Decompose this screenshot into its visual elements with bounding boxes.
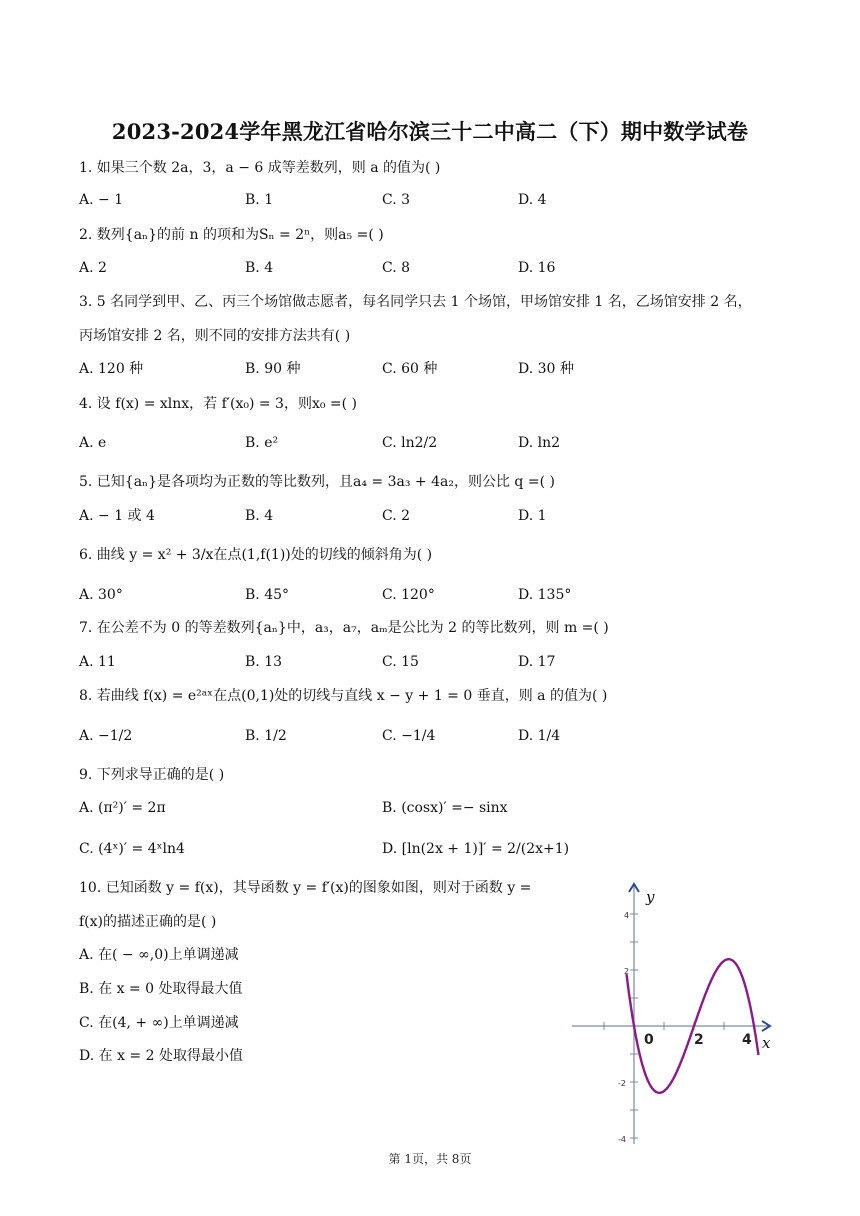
question-3-stem: 3. 5 名同学到甲、乙、丙三个场馆做志愿者，每名同学只去 1 个场馆，甲场馆安排 1 名，乙场馆安排 2 名， [79, 294, 752, 310]
y-axis-label: y [646, 888, 655, 906]
question-7-stem: 7. 在公差不为 0 的等差数列{aₙ}中，a₃，a₇，aₘ是公比为 2 的等比数列，则 m =( ) [79, 620, 609, 636]
question-3-options [79, 358, 799, 380]
option-a[interactable]: A. − 1 [79, 192, 124, 208]
x-tick-label: 2 [694, 1032, 704, 1048]
option-b[interactable]: B. 1/2 [245, 728, 287, 744]
question-1-stem: 1. 如果三个数 2a，3，a − 6 成等差数列，则 a 的值为( ) [79, 160, 441, 176]
option-d[interactable]: D. 16 [518, 260, 556, 276]
question-9-stem: 9. 下列求导正确的是( ) [79, 767, 225, 783]
question-9-options-row1 [79, 797, 799, 819]
option-b[interactable]: B. 4 [245, 260, 274, 276]
page-title: 2023-2024学年黑龙江省哈尔滨三十二中高二（下）期中数学试卷 [111, 119, 749, 144]
option-a[interactable]: A. 2 [79, 260, 107, 276]
option-b[interactable]: B. 1 [245, 192, 274, 208]
option-a[interactable]: A. e [79, 435, 107, 451]
question-4-stem: 4. 设 f(x) = xlnx，若 f′(x₀) = 3，则x₀ =( ) [79, 396, 358, 412]
page-footer: 第 1页，共 8页 [388, 1152, 472, 1166]
option-d[interactable]: D. [ln(2x + 1)]′ = 2/(2x+1) [382, 841, 570, 857]
question-2-stem: 2. 数列{aₙ}的前 n 的项和为Sₙ = 2ⁿ，则a₅ =( ) [79, 227, 384, 243]
option-d[interactable]: D. 1/4 [518, 728, 561, 744]
option-d[interactable]: D. 4 [518, 192, 547, 208]
option-b[interactable]: B. 4 [245, 508, 274, 524]
option-a[interactable]: A. (π²)′ = 2π [79, 800, 166, 816]
y-tick-label: 2 [624, 967, 630, 976]
option-d[interactable]: D. 17 [518, 654, 556, 670]
question-8-options [79, 725, 799, 747]
question-8-stem: 8. 若曲线 f(x) = e²ᵃˣ在点(0,1)处的切线与直线 x − y + 1 = 0 垂直，则 a 的值为( ) [79, 688, 608, 704]
y-tick-label: -4 [618, 1135, 626, 1144]
option-a[interactable]: A. 在( − ∞,0)上单调递减 [79, 947, 239, 963]
option-c[interactable]: C. 8 [382, 260, 411, 276]
option-b[interactable]: B. 13 [245, 654, 283, 670]
question-10-stem: 10. 已知函数 y = f(x)，其导函数 y = f′(x)的图象如图，则对于函数 y = [79, 880, 532, 896]
question-7-options [79, 651, 799, 673]
option-c[interactable]: C. 2 [382, 508, 411, 524]
option-c[interactable]: C. −1/4 [382, 728, 436, 744]
question-6-stem: 6. 曲线 y = x² + 3/x在点(1,f(1))处的切线的倾斜角为( ) [79, 547, 433, 563]
option-d[interactable]: D. 在 x = 2 处取得最小值 [79, 1048, 243, 1064]
derivative-graph [566, 876, 780, 1148]
option-d[interactable]: D. 30 种 [518, 361, 574, 377]
option-d[interactable]: D. 135° [518, 587, 572, 603]
question-10-stem-line2: f(x)的描述正确的是( ) [79, 914, 217, 930]
option-c[interactable]: C. 3 [382, 192, 411, 208]
option-c[interactable]: C. ln2/2 [382, 435, 438, 451]
question-5-stem: 5. 已知{aₙ}是各项均为正数的等比数列，且a₄ = 3a₃ + 4a₂，则公比 q =( ) [79, 474, 555, 490]
x-tick-label: 4 [742, 1032, 752, 1048]
option-c[interactable]: C. 120° [382, 587, 435, 603]
question-1-options [79, 189, 799, 211]
option-c[interactable]: C. (4ˣ)′ = 4ˣln4 [79, 841, 185, 857]
question-6-options [79, 584, 799, 606]
option-d[interactable]: D. 1 [518, 508, 547, 524]
option-d[interactable]: D. ln2 [518, 435, 561, 451]
option-a[interactable]: A. 120 种 [79, 361, 144, 377]
question-9-options-row2 [79, 838, 799, 860]
option-a[interactable]: A. −1/2 [79, 728, 133, 744]
option-b[interactable]: B. (cosx)′ =− sinx [382, 800, 508, 816]
question-3-stem-line2: 丙场馆安排 2 名，则不同的安排方法共有( ) [79, 328, 351, 344]
question-5-options [79, 505, 799, 527]
question-2-options [79, 257, 799, 279]
option-b[interactable]: B. 90 种 [245, 361, 301, 377]
option-c[interactable]: C. 15 [382, 654, 419, 670]
option-c[interactable]: C. 在(4, + ∞)上单调递减 [79, 1015, 239, 1031]
x-axis-label: x [762, 1034, 771, 1052]
option-b[interactable]: B. 在 x = 0 处取得最大值 [79, 981, 243, 997]
option-a[interactable]: A. 11 [79, 654, 116, 670]
option-b[interactable]: B. 45° [245, 587, 290, 603]
y-tick-label: -2 [618, 1079, 626, 1088]
y-tick-label: 4 [624, 911, 630, 920]
option-a[interactable]: A. 30° [79, 587, 123, 603]
option-a[interactable]: A. − 1 或 4 [79, 508, 155, 524]
option-c[interactable]: C. 60 种 [382, 361, 438, 377]
option-b[interactable]: B. e² [245, 435, 279, 451]
x-tick-label: 0 [644, 1032, 654, 1048]
question-4-options [79, 432, 799, 454]
